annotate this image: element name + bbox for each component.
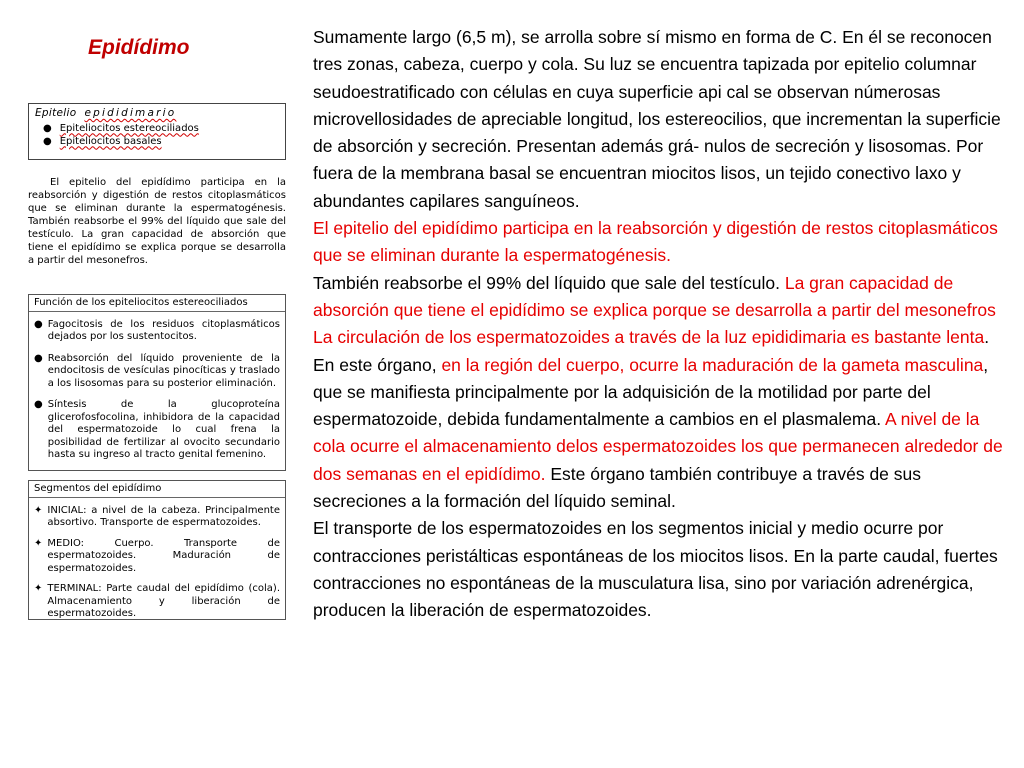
text-segment-highlight: en la región del cuerpo, ocurre la maduración de la gameta masculina	[441, 354, 984, 375]
text-segment: Este órgano también contribuye a través de sus secreciones a la formación del líquido seminal.	[313, 463, 922, 512]
epithelium-list	[29, 122, 285, 148]
bullet-icon: ●	[34, 318, 43, 330]
text-segment: El transporte de los espermatozoides en los segmentos inicial y medio ocurre por contracciones peristálticas espontáneas de los miocitos lisos. En la parte caudal, fuertes contracciones no espontáneas de la musculatura lisa, sino por variación adrenérgica, producen la liberación de espermatozoides.	[313, 518, 998, 621]
list-item: ✦ TERMINAL: Parte caudal del epidídimo (cola). Almacenamiento y liberación de espermatozoides.	[34, 583, 280, 619]
function-box	[28, 294, 286, 471]
list-item: ● Epiteliocitos estereociliados	[43, 122, 199, 134]
bullet-icon: ●	[43, 122, 52, 134]
star-bullet-icon: ✦	[34, 537, 43, 549]
text-segment: , que se manifiesta principalmente por la adquisición de la motilidad por parte del espermatozoide, debida fundamentalmente a cambios en el plasmalema.	[313, 354, 989, 430]
function-list	[29, 312, 285, 474]
star-bullet-icon: ✦	[34, 504, 43, 516]
text-segment: . En este órgano,	[313, 327, 990, 375]
page-title: Epidídimo	[88, 36, 190, 59]
segments-box-heading: Segmentos del epidídimo	[29, 481, 285, 498]
text-segment: Sumamente largo (6,5 m), se arrolla sobre sí mismo en forma de C. En él se reconocen tres zonas, cabeza, cuerpo y cola. Su luz se encuentra tapizada por epitelio columnar seudoestratificado con células en cuya superficie api cal se observan númerosas microvellosidades de apreciable longitud, los estereocilios, que incrementan la superficie de absorción y secreción. Presentan además grá- nulos de secreción y lisosomas. Por fuera de la membrana basal se encuentran miocitos lisos, un tejido conectivo laxo y abundantes capilares sanguíneos.	[313, 27, 1001, 211]
text-segment-highlight: La gran capacidad de absorción que tiene el epidídimo se explica porque se desarrolla a partir del mesonefros La circulación de los espermatozoides a través de la luz epididimaria es bastante lenta	[313, 272, 996, 348]
segments-list	[29, 498, 285, 632]
list-item: ● Síntesis de la glucoproteína glicerofosfocolina, inhibidora de la capacidad del espermatozoide lo cual frena la posibilidad de fertilizar al ovocito secundario hasta su ingreso al tracto genital femenino.	[34, 399, 280, 460]
main-description	[313, 24, 1003, 625]
list-item: ● Fagocitosis de los residuos citoplasmáticos dejados por los sustentocitos.	[34, 318, 280, 342]
bullet-icon: ●	[34, 399, 43, 410]
text-segment: También reabsorbe el 99% del líquido que sale del testículo.	[313, 272, 780, 293]
segments-box	[28, 480, 286, 620]
list-item: ● Epiteliocitos basales	[43, 135, 162, 147]
bullet-icon: ●	[43, 135, 52, 147]
bullet-icon: ●	[34, 352, 43, 364]
list-item: ● Reabsorción del líquido proveniente de la endocitosis de vesículas pinocíticas y traslado a los lisosomas para su posterior eliminación.	[34, 352, 280, 389]
epithelium-types-box	[28, 103, 286, 160]
list-item: ✦ MEDIO: Cuerpo. Transporte de espermatozoides. Maduración de espermatozoides.	[34, 537, 280, 574]
star-bullet-icon: ✦	[34, 583, 43, 594]
list-item: ✦ INICIAL: a nivel de la cabeza. Principalmente absortivo. Transporte de espermatozoides.	[34, 504, 280, 528]
epithelium-paragraph: El epitelio del epidídimo participa en la reabsorción y digestión de restos citoplasmáticos que se eliminan durante la espermatogénesis. También reabsorbe el 99% del líquido que sale del testículo. La gran capacidad de absorción que tiene el epidídimo se explica porque se desarrolla a partir del mesonefros.	[28, 177, 286, 266]
text-segment-highlight: El epitelio del epidídimo participa en la reabsorción y digestión de restos citoplasmáticos que se eliminan durante la espermatogénesis.	[313, 218, 998, 266]
function-box-heading: Función de los epiteliocitos estereociliados	[29, 295, 285, 312]
text-segment-highlight: A nivel de la cola ocurre el almacenamiento delos espermatozoides los que permanecen alrededor de dos semanas en el epidídimo.	[313, 409, 1003, 484]
epithelium-box-title: Epitelio epididimario	[35, 107, 177, 119]
